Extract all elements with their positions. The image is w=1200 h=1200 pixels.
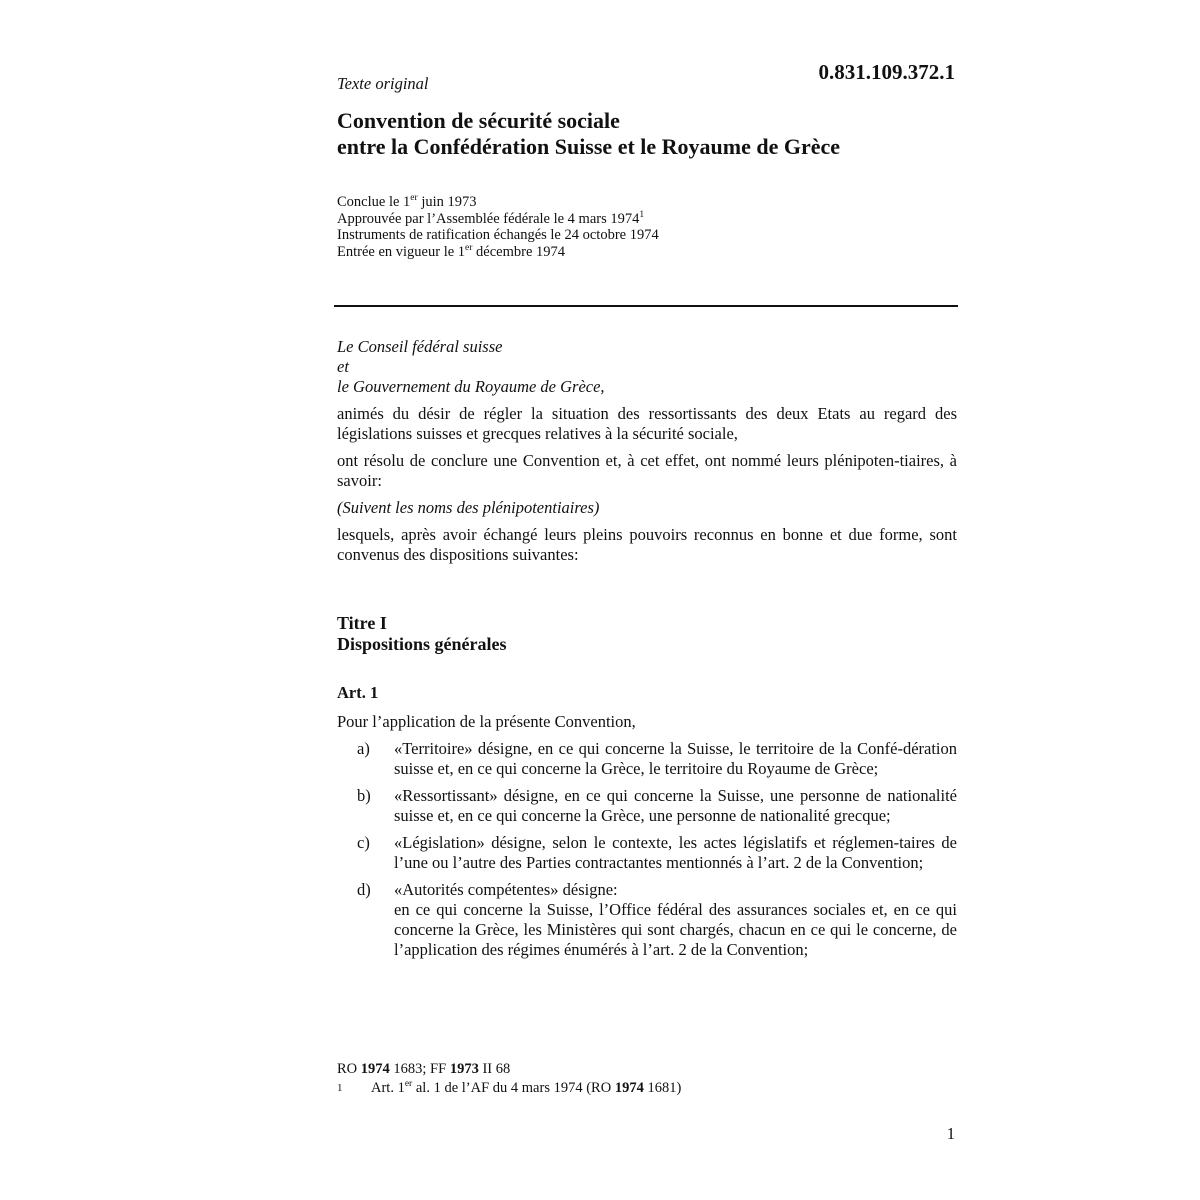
list-item-text: «Territoire» désigne, en ce qui concerne la Suisse, le territoire de la Confé-dération suisse et, en ce qui concerne la Grèce, le territoire du Royaume de Grèce; — [394, 739, 957, 778]
list-item-label: c) — [357, 833, 370, 852]
footnote-text: Art. 1er al. 1 de l’AF du 4 mars 1974 (RO 1974 1681) — [371, 1079, 682, 1096]
article-intro: Pour l’application de la présente Convention, — [337, 712, 636, 731]
title-line-1: Convention de sécurité sociale — [337, 108, 620, 133]
footnotes — [337, 1060, 681, 1098]
party-2: le Gouvernement du Royaume de Grèce, — [337, 377, 605, 396]
preamble-paragraph: animés du désir de régler la situation des ressortissants des deux Etats au regard des législations suisses et grecques relatives à la sécurité sociale, — [337, 404, 957, 443]
entry-into-force-date: Entrée en vigueur le 1er décembre 1974 — [337, 242, 566, 260]
list-item-label: d) — [357, 880, 371, 899]
list-item-label: b) — [357, 786, 371, 805]
list-item-text: en ce qui concerne la Suisse, l’Office fédéral des assurances sociales et, en ce qui concerne la Grèce, les Ministères qui sont chargés, chacun en ce qui le concerne, de l’application des régimes énumérés à l’art. 2 de la Convention; — [394, 900, 957, 959]
sr-number: 0.831.109.372.1 — [818, 60, 955, 84]
origin-label: Texte original — [337, 74, 429, 93]
article-body — [337, 712, 957, 960]
party-1: Le Conseil fédéral suisse — [337, 337, 503, 356]
document-title — [337, 108, 957, 160]
approved-date: Approuvée par l’Assemblée fédérale le 4 mars 1974$^1$ — [337, 209, 645, 227]
list-item — [337, 833, 957, 873]
concluded-date: Conclue le 1er juin 1973 — [337, 193, 477, 210]
preamble-paragraph: ont résolu de conclure une Convention et, à cet effet, ont nommé leurs plénipoten-tiaires, à savoir: — [337, 451, 957, 490]
preamble-paragraph: lesquels, après avoir échangé leurs pleins pouvoirs reconnus en bonne et due forme, sont convenus des dispositions suivantes: — [337, 525, 957, 564]
preamble — [337, 337, 957, 565]
title-number: Titre I — [337, 613, 387, 633]
preamble-note: (Suivent les noms des plénipotentiaires) — [337, 498, 600, 517]
list-item — [337, 786, 957, 826]
footnote — [337, 1079, 681, 1098]
list-item-label: a) — [357, 739, 370, 758]
list-item-text: «Ressortissant» désigne, en ce qui concerne la Suisse, une personne de nationalité suisse et, en ce qui concerne la Grèce, une personne de nationalité grecque; — [394, 786, 957, 825]
title-name: Dispositions générales — [337, 634, 507, 654]
publication-reference: RO 1974 1683; FF 1973 II 68 — [337, 1061, 511, 1077]
title-heading — [337, 613, 507, 655]
title-line-2: entre la Confédération Suisse et le Royaume de Grèce — [337, 134, 841, 159]
horizontal-divider — [334, 305, 958, 307]
ratification-date: Instruments de ratification échangés le 24 octobre 1974 — [337, 227, 659, 243]
dates-block — [337, 194, 659, 260]
footnote-ref[interactable]: 1 — [639, 209, 645, 220]
list-item — [337, 880, 957, 960]
article-heading: Art. 1 — [337, 683, 379, 702]
party-conjunction: et — [337, 357, 349, 376]
list-item — [337, 739, 957, 779]
list-item-text: «Législation» désigne, selon le contexte, les actes législatifs et réglemen-taires de l’une ou l’autre des Parties contractantes mentionnés à l’art. 2 de la Convention; — [394, 833, 957, 872]
list-item-heading: «Autorités compétentes» désigne: — [394, 880, 618, 899]
page-number: 1 — [946, 1124, 955, 1143]
footnote-mark: 1 — [337, 1082, 343, 1094]
list-item-content — [394, 880, 957, 960]
